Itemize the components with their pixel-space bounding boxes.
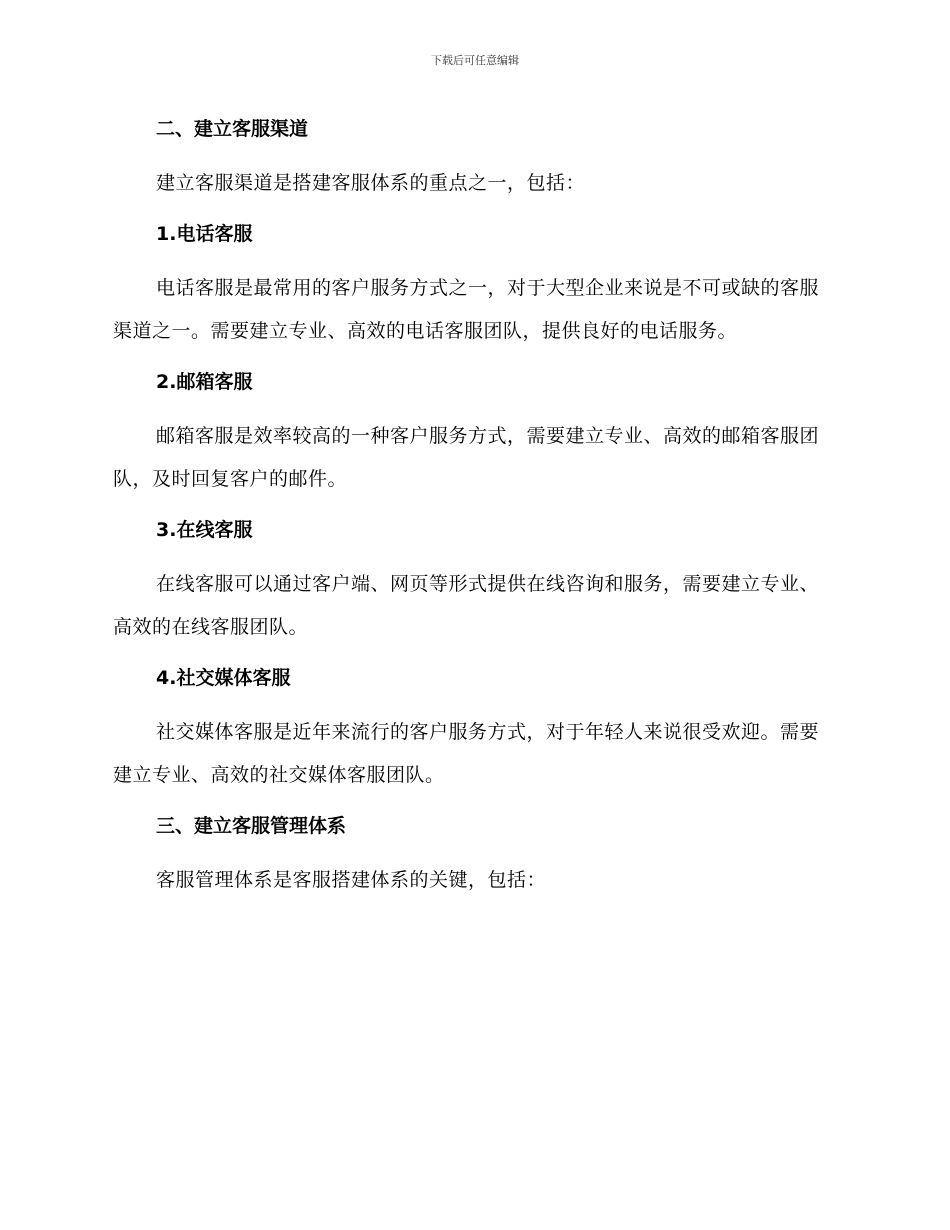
section-heading-channels: 二、建立客服渠道	[156, 118, 309, 140]
subheading-social-media-service: 4.社交媒体客服	[156, 667, 291, 689]
subheading-phone-service: 1.电话客服	[156, 223, 253, 245]
paragraph-phone-service: 电话客服是最常用的客户服务方式之一，对于大型企业来说是不可或缺的客服渠道之一。需要建立专业、高效的电话客服团队，提供良好的电话服务。	[113, 277, 820, 342]
subheading-online-service: 3.在线客服	[156, 519, 253, 541]
section-heading-management: 三、建立客服管理体系	[156, 815, 347, 837]
page-header: 下载后可任意编辑	[431, 54, 519, 67]
paragraph-social-media-service: 社交媒体客服是近年来流行的客户服务方式，对于年轻人来说很受欢迎。需要建立专业、高效的社交媒体客服团队。	[113, 721, 820, 786]
paragraph-online-service: 在线客服可以通过客户端、网页等形式提供在线咨询和服务，需要建立专业、高效的在线客服团队。	[113, 573, 820, 638]
document-body	[113, 112, 833, 902]
paragraph-management-intro: 客服管理体系是客服搭建体系的关键，包括：	[156, 869, 547, 891]
paragraph-channels-intro: 建立客服渠道是搭建客服体系的重点之一，包括：	[156, 172, 586, 194]
paragraph-email-service: 邮箱客服是效率较高的一种客户服务方式，需要建立专业、高效的邮箱客服团队，及时回复客户的邮件。	[113, 425, 820, 490]
subheading-email-service: 2.邮箱客服	[156, 371, 253, 393]
